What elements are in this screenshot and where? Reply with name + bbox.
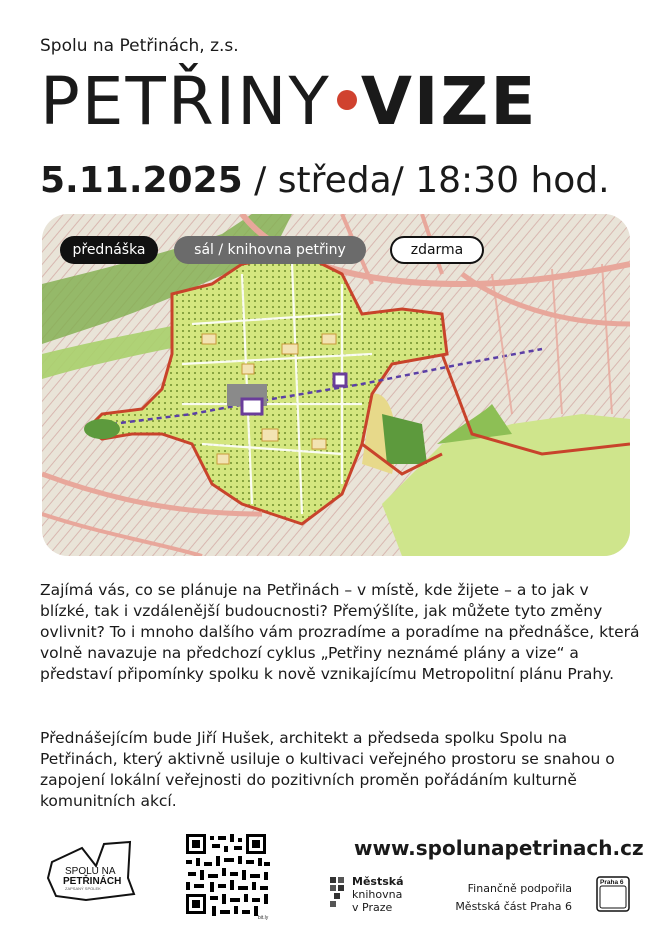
mestska-knihovna-logo bbox=[328, 875, 404, 914]
separator: / bbox=[242, 160, 278, 201]
title-part-petriny: PETŘINY bbox=[40, 63, 331, 140]
logo-line1: SPOLU NA bbox=[65, 866, 116, 877]
zoning-map bbox=[42, 214, 630, 556]
organization-name: Spolu na Petřinách, z.s. bbox=[40, 36, 239, 56]
funding-note bbox=[446, 880, 572, 916]
title-part-vize: VIZE bbox=[360, 63, 538, 140]
praha-logo-text: Praha 6 bbox=[600, 879, 624, 886]
event-title bbox=[40, 63, 538, 140]
event-day: středa bbox=[277, 160, 392, 201]
library-line3: v Praze bbox=[352, 901, 393, 914]
title-dot bbox=[337, 90, 357, 110]
event-date: 5.11.2025 bbox=[40, 160, 243, 201]
website-link[interactable]: www.spolunapetrinach.cz bbox=[354, 836, 644, 860]
qr-caption: bit.ly bbox=[258, 915, 269, 920]
qr-code[interactable] bbox=[184, 832, 272, 920]
library-line2: knihovna bbox=[352, 888, 403, 901]
library-icon bbox=[328, 875, 348, 909]
spolu-na-petrinach-logo bbox=[44, 838, 139, 904]
price-badge: zdarma bbox=[390, 236, 484, 264]
funding-line1: Finančně podpořila bbox=[467, 882, 572, 895]
event-time: 18:30 hod. bbox=[415, 160, 610, 201]
separator: / bbox=[391, 160, 416, 201]
event-datetime bbox=[40, 160, 610, 201]
logo-line3: ZAPSANÝ SPOLEK bbox=[65, 886, 101, 891]
speaker-paragraph: Přednášejícím bude Jiří Hušek, architekt a předseda spolku Spolu na Petřinách, který aktivně usiluje o kultivaci veřejného prostoru se snahou o zapojení lokální veřejnosti do pozitivních proměn pořádáním kulturně komunitních akcí. bbox=[40, 729, 615, 810]
venue-badge: sál / knihovna petřiny bbox=[174, 236, 366, 264]
funding-line2: Městská část Praha 6 bbox=[455, 900, 572, 913]
description-paragraph: Zajímá vás, co se plánuje na Petřinách – v místě, kde žijete – a to jak v blízké, tak i vzdálenější budoucnosti? Přemýšlíte, jak můžete tyto změny ovlivnit? To i mnoho dalšího vám prozradíme a poradíme na přednášce, která volně navazuje na předchozí cyklus „Petřiny neznámé plány a vize“ a představí připomínky spolku k nově vznikajícímu Metropolitní plánu Prahy. bbox=[40, 581, 640, 683]
logo-line2: PETŘINÁCH bbox=[63, 876, 122, 887]
library-line1: Městská bbox=[352, 875, 404, 888]
map-illustration bbox=[42, 214, 630, 556]
event-type-badge: přednáška bbox=[60, 236, 158, 264]
praha-6-logo bbox=[596, 876, 630, 912]
